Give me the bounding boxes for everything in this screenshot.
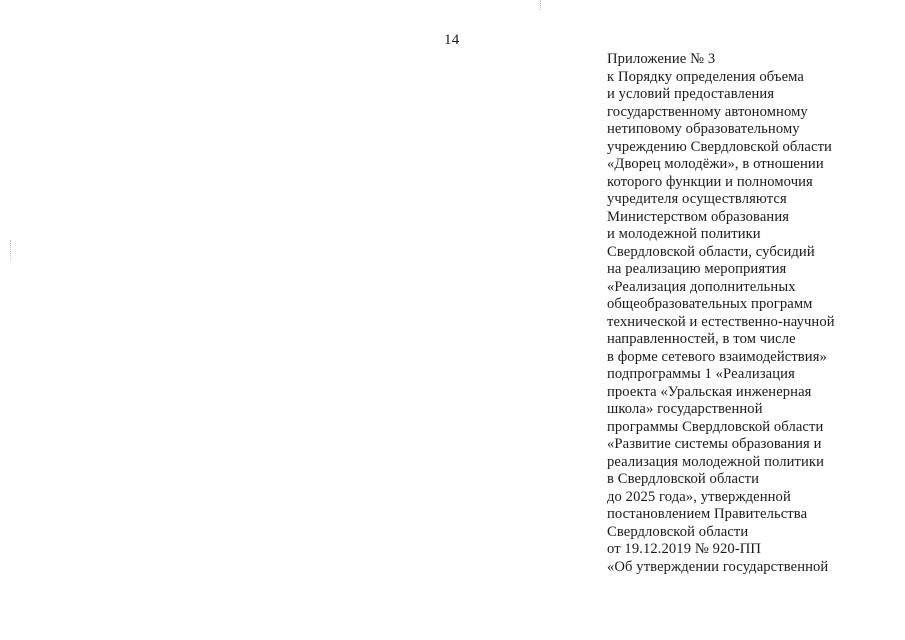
appendix-line: учреждению Свердловской области bbox=[607, 138, 832, 155]
appendix-line: школа» государственной bbox=[607, 401, 763, 417]
appendix-line: программы Свердловской области bbox=[607, 418, 824, 435]
appendix-line: которого функции и полномочия bbox=[607, 173, 813, 190]
appendix-line: «Реализация дополнительных bbox=[607, 278, 796, 295]
appendix-line: «Развитие системы образования и bbox=[607, 436, 822, 452]
appendix-line: общеобразовательных программ bbox=[607, 296, 813, 312]
appendix-line: нетиповому образовательному bbox=[607, 121, 800, 137]
appendix-line: до 2025 года», утвержденной bbox=[607, 488, 791, 505]
appendix-line: подпрограммы 1 «Реализация bbox=[607, 366, 795, 382]
page-number: 14 bbox=[444, 32, 460, 48]
appendix-line: реализация молодежной политики bbox=[607, 453, 825, 470]
appendix-line: на реализацию мероприятия bbox=[607, 261, 787, 277]
appendix-line: Свердловской области, субсидий bbox=[607, 243, 815, 260]
appendix-line: и молодежной политики bbox=[607, 226, 761, 242]
appendix-line: постановлением Правительства bbox=[607, 506, 808, 522]
appendix-line: в форме сетевого взаимодействия» bbox=[607, 348, 827, 365]
appendix-line: Приложение № 3 bbox=[607, 51, 716, 67]
appendix-line: проекта «Уральская инженерная bbox=[607, 383, 812, 400]
scan-artifact-left bbox=[10, 240, 11, 260]
appendix-line: «Дворец молодёжи», в отношении bbox=[607, 156, 824, 172]
appendix-line: государственному автономному bbox=[607, 103, 808, 120]
scan-artifact-top bbox=[540, 0, 541, 10]
appendix-line: и условий предоставления bbox=[607, 86, 775, 102]
appendix-line: от 19.12.2019 № 920-ПП bbox=[607, 541, 762, 557]
appendix-line: Министерством образования bbox=[607, 208, 790, 225]
appendix-heading-block bbox=[607, 51, 892, 576]
appendix-line: к Порядку определения объема bbox=[607, 68, 804, 85]
appendix-line: Свердловской области bbox=[607, 523, 749, 540]
appendix-line: учредителя осуществляются bbox=[607, 191, 787, 207]
appendix-line: направленностей, в том числе bbox=[607, 331, 796, 347]
appendix-line: «Об утверждении государственной bbox=[607, 558, 829, 575]
appendix-line: технической и естественно-научной bbox=[607, 313, 835, 330]
appendix-line: в Свердловской области bbox=[607, 471, 760, 487]
